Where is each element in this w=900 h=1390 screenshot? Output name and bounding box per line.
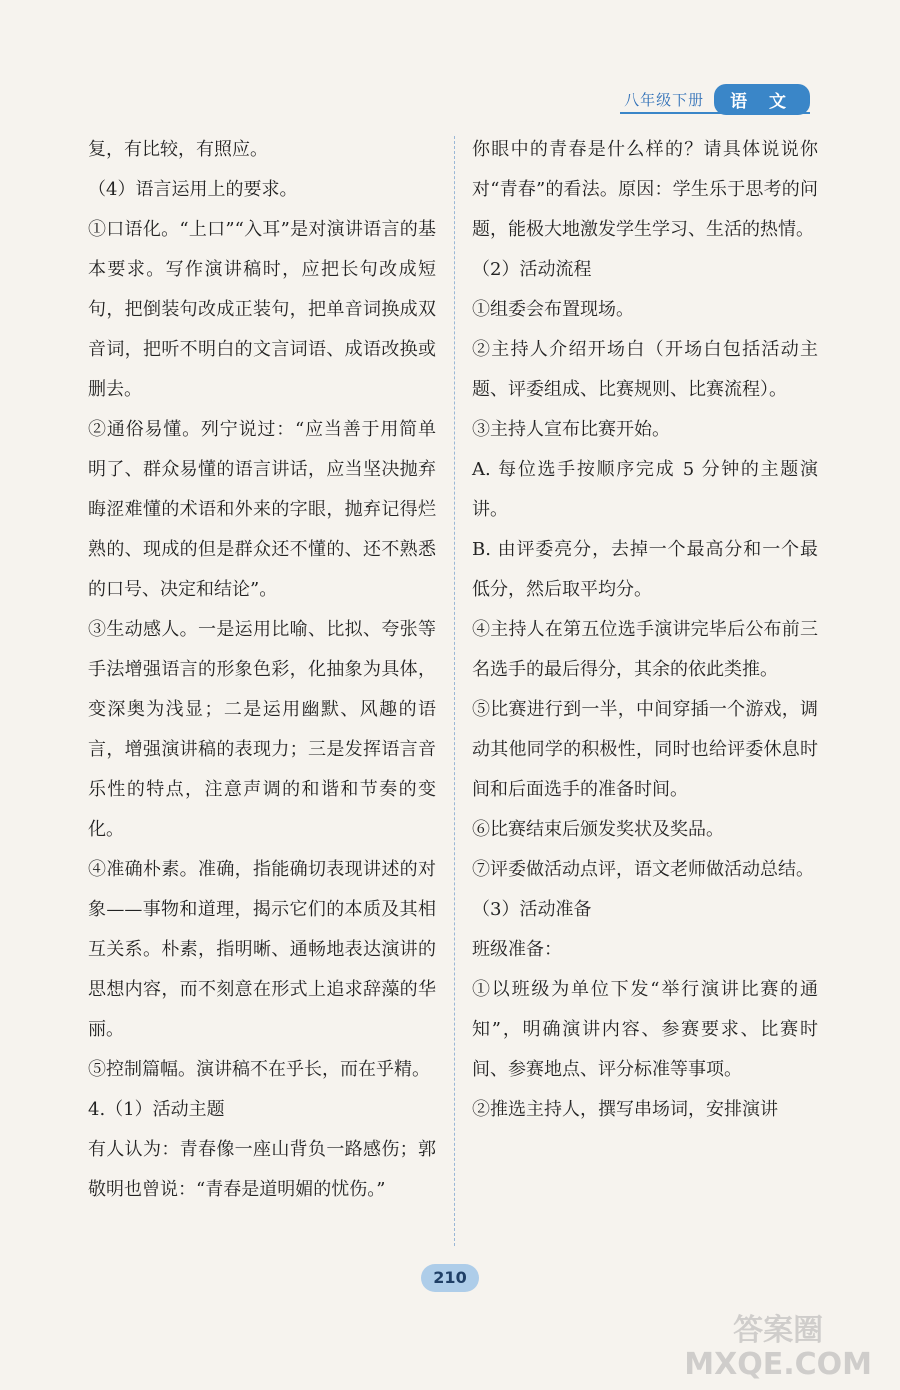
- section-heading: （2）活动流程: [472, 259, 592, 280]
- section-heading: （3）活动准备: [472, 899, 592, 920]
- column-divider: [454, 136, 455, 1246]
- watermark: [684, 1314, 872, 1382]
- paragraph: ⑤比赛进行到一半，中间穿插一个游戏，调动其他同学的积极性，同时也给评委休息时间和后面选手的准备时间。: [472, 699, 818, 800]
- page-header: [624, 84, 810, 115]
- paragraph: ①以班级为单位下发“举行演讲比赛的通知”，明确演讲内容、参赛要求、比赛时间、参赛地点、评分标准等事项。: [472, 979, 818, 1080]
- header-underline: [620, 112, 810, 114]
- section-heading: 4.（1）活动主题: [88, 1099, 225, 1120]
- paragraph: 复，有比较，有照应。: [88, 139, 268, 160]
- paragraph: ②主持人介绍开场白（开场白包括活动主题、评委组成、比赛规则、比赛流程）。: [472, 339, 818, 400]
- watermark-logo: 答案圈: [733, 1313, 824, 1348]
- left-column: [88, 130, 436, 1210]
- right-column: [472, 130, 818, 1130]
- paragraph: ③主持人宣布比赛开始。: [472, 419, 670, 440]
- paragraph: ⑤控制篇幅。演讲稿不在乎长，而在乎精。: [88, 1059, 430, 1080]
- paragraph: ⑥比赛结束后颁发奖状及奖品。: [472, 819, 724, 840]
- paragraph: A. 每位选手按顺序完成 5 分钟的主题演讲。: [472, 459, 818, 520]
- page-number: 210: [421, 1264, 479, 1292]
- paragraph: 班级准备：: [472, 939, 562, 960]
- paragraph: 有人认为：青春像一座山背负一路感伤；郭敬明也曾说：“青春是道明媚的忧伤。”: [88, 1139, 436, 1200]
- paragraph: ④主持人在第五位选手演讲完毕后公布前三名选手的最后得分，其余的依此类推。: [472, 619, 818, 680]
- subject-badge: 语 文: [714, 84, 810, 115]
- paragraph: ②推选主持人，撰写串场词，安排演讲: [472, 1099, 778, 1120]
- paragraph: ④准确朴素。准确，指能确切表现讲述的对象——事物和道理，揭示它们的本质及其相互关系。朴素，指明晰、通畅地表达演讲的思想内容，而不刻意在形式上追求辞藻的华丽。: [88, 859, 436, 1040]
- paragraph: 你眼中的青春是什么样的？请具体说说你对“青春”的看法。原因：学生乐于思考的问题，能极大地激发学生学习、生活的热情。: [472, 139, 818, 240]
- paragraph: ①口语化。“上口”“入耳”是对演讲语言的基本要求。写作演讲稿时，应把长句改成短句，把倒装句改成正装句，把单音词换成双音词，把听不明白的文言词语、成语改换或删去。: [88, 219, 436, 400]
- paragraph: B. 由评委亮分，去掉一个最高分和一个最低分，然后取平均分。: [472, 539, 818, 600]
- paragraph: ①组委会布置现场。: [472, 299, 634, 320]
- grade-label: 八年级下册: [624, 91, 705, 109]
- paragraph: （4）语言运用上的要求。: [88, 179, 298, 200]
- watermark-url: MXQE.COM: [684, 1347, 872, 1382]
- paragraph: ②通俗易懂。列宁说过：“应当善于用简单明了、群众易懂的语言讲话，应当坚决抛弃晦涩难懂的术语和外来的字眼，抛弃记得烂熟的、现成的但是群众还不懂的、还不熟悉的口号、决定和结论”。: [88, 419, 436, 600]
- paragraph: ③生动感人。一是运用比喻、比拟、夸张等手法增强语言的形象色彩，化抽象为具体，变深奥为浅显；二是运用幽默、风趣的语言，增强演讲稿的表现力；三是发挥语言音乐性的特点，注意声调的和谐和节奏的变化。: [88, 619, 436, 840]
- paragraph: ⑦评委做活动点评，语文老师做活动总结。: [472, 859, 814, 880]
